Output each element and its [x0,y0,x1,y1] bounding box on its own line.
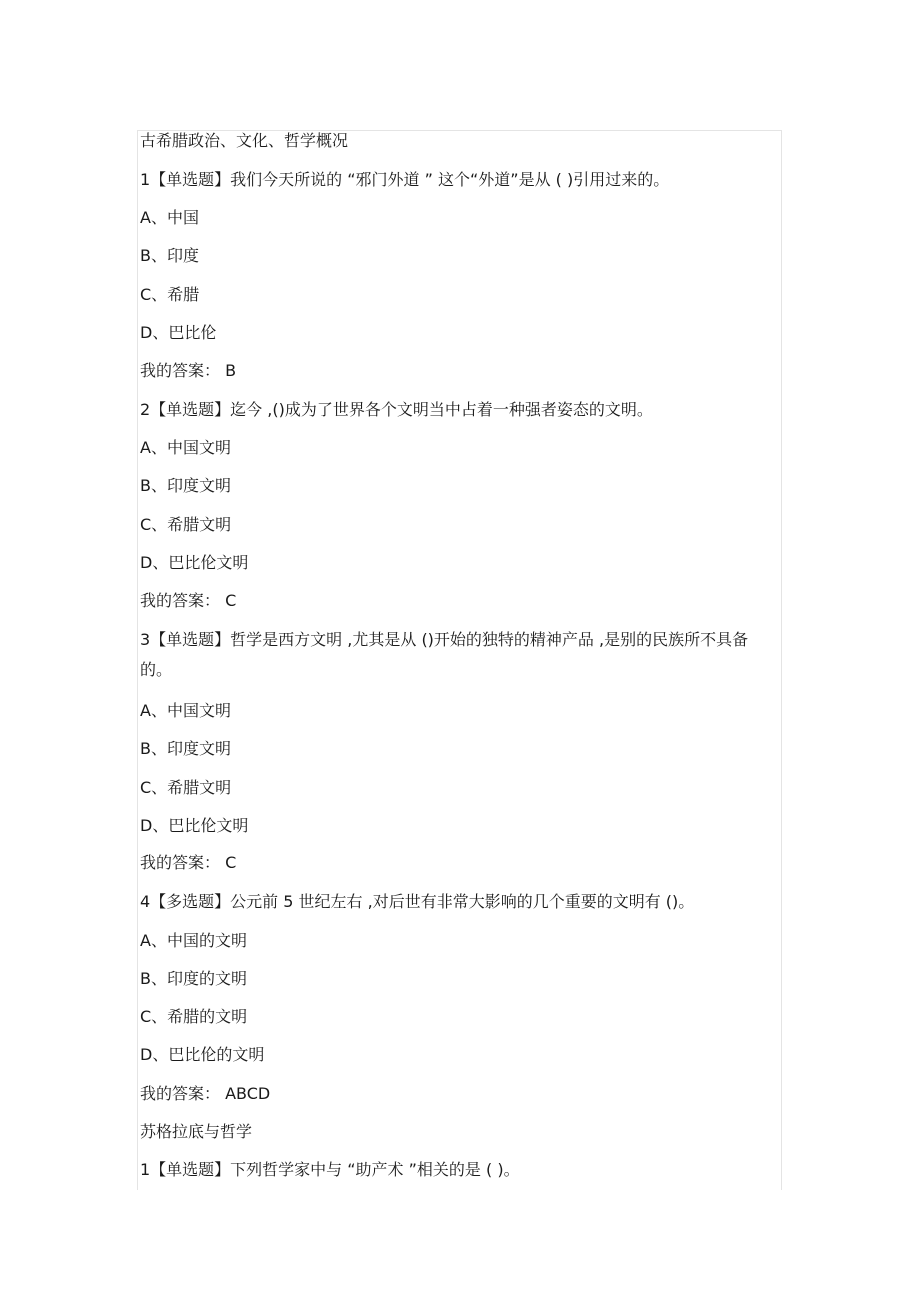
option-a: A、中国 [140,208,199,227]
option-b: B、印度文明 [140,739,231,758]
option-d: D、巴比伦 [140,323,217,342]
question-stem: 3【单选题】哲学是西方文明 ,尤其是从 ()开始的独特的精神产品 ,是别的民族所不具备的。 [140,630,749,679]
option-b: B、印度 [140,246,199,265]
option-d: D、巴比伦的文明 [140,1045,265,1064]
section-title: 古希腊政治、文化、哲学概况 [140,131,349,150]
question-stem: 1【单选题】我们今天所说的 “邪门外道 ” 这个“外道”是从 ( )引用过来的。 [140,170,670,189]
option-a: A、中国文明 [140,701,231,720]
my-answer: 我的答案： B [140,361,237,380]
option-c: C、希腊的文明 [140,1007,248,1026]
option-d: D、巴比伦文明 [140,816,249,835]
option-c: C、希腊 [140,285,200,304]
option-c: C、希腊文明 [140,778,232,797]
option-c: C、希腊文明 [140,515,232,534]
option-a: A、中国文明 [140,438,231,457]
question-stem: 2【单选题】迄今 ,()成为了世界各个文明当中占着一种强者姿态的文明。 [140,400,653,419]
section-title: 苏格拉底与哲学 [140,1122,253,1141]
my-answer: 我的答案： C [140,591,237,610]
my-answer: 我的答案： C [140,853,237,872]
option-b: B、印度文明 [140,476,231,495]
option-b: B、印度的文明 [140,969,247,988]
question-stem: 4【多选题】公元前 5 世纪左右 ,对后世有非常大影响的几个重要的文明有 ()。 [140,892,695,911]
option-d: D、巴比伦文明 [140,553,249,572]
option-a: A、中国的文明 [140,931,247,950]
my-answer: 我的答案： ABCD [140,1084,271,1103]
question-stem: 1【单选题】下列哲学家中与 “助产术 ”相关的是 ( )。 [140,1160,520,1179]
